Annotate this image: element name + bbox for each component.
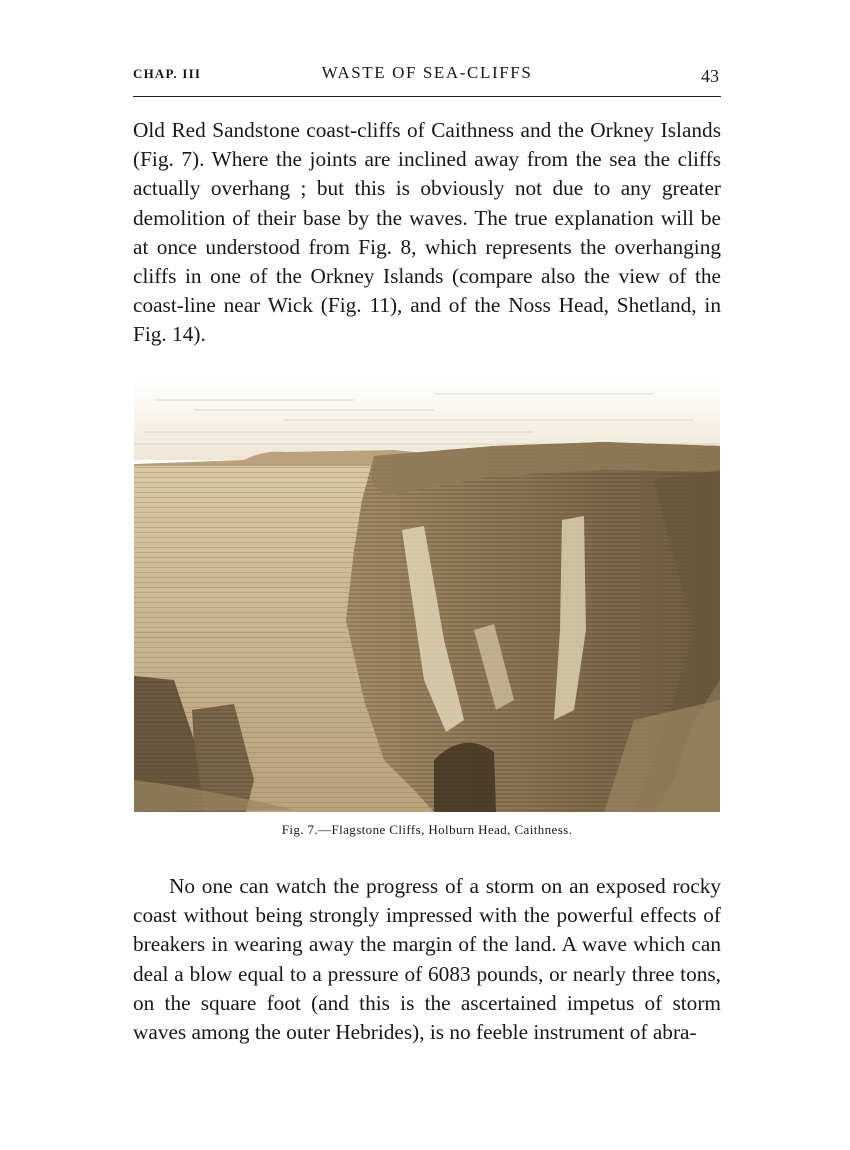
running-header — [133, 62, 721, 92]
figure-caption-label: Fig. 7. — [281, 822, 319, 837]
engraving-figure — [134, 380, 720, 812]
running-title: WASTE OF SEA-CLIFFS — [321, 63, 533, 82]
paragraph-2: No one can watch the progress of a storm on an exposed rocky coast without being strongly impressed with the powerful effects of breakers in wearing away the margin of the land. A wave which can deal a blow equal to a pressure of 6083 pounds, or nearly three tons, on the square foot (and this is the ascertained impetus of storm waves among the outer Hebrides), is no feeble instrument of abra- — [133, 874, 721, 1045]
paragraph-1: Old Red Sandstone coast-cliffs of Caithness and the Orkney Islands (Fig. 7). Where the joints are inclined away from the sea the cliffs actually overhang ; but this is obviously not due to any greater demolition of their base by the waves. The true explanation will be at once understood from Fig. 8, which represents the overhanging cliffs in one of the Orkney Islands (compare also the view of the coast-line near Wick (Fig. 11), and of the Noss Head, Shetland, in Fig. 14). — [133, 118, 721, 347]
header-rule — [133, 96, 721, 97]
chapter-label: CHAP. III — [133, 66, 202, 81]
figure-caption-text: —Flagstone Cliffs, Holburn Head, Caithness. — [318, 822, 573, 837]
figure-caption — [133, 822, 721, 838]
engraving-illustration — [134, 380, 720, 812]
page-number: 43 — [701, 66, 719, 86]
